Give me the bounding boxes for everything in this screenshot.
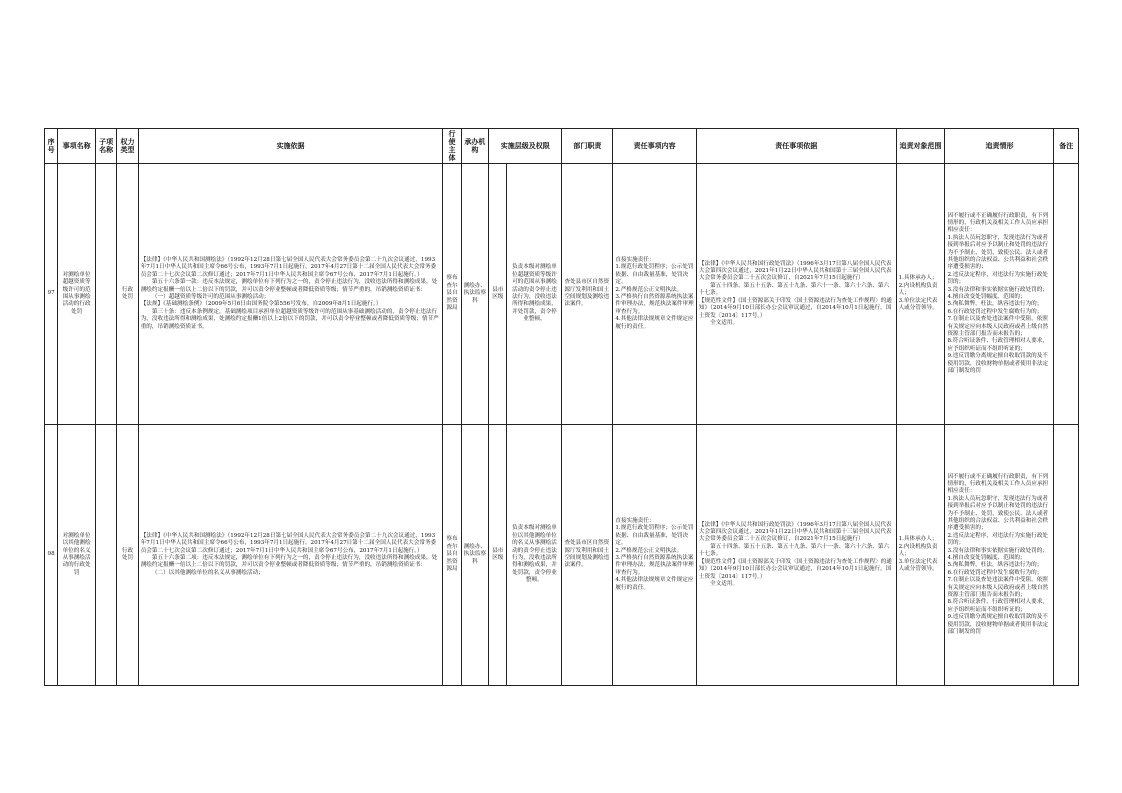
header-resp-basis: 责任事项依据 [696, 129, 896, 164]
basis-paragraph: 【法规】《基础测绘条例》（2009年5月6日由国务院令第556号发布，自2009年8月1日起施行。） [140, 301, 382, 308]
header-subject: 行使主体 [443, 129, 461, 164]
row-duty: 负责本级对测绘单位以其他测绘单位的名义从事测绘活动的责令停止违法行为，没收违法所得和测绘成果，并处罚款，责令停业整顿。 [507, 425, 562, 686]
situation-line: 6.在行政处罚过程中发生腐败行为的； [947, 569, 1043, 576]
row-situations [945, 164, 1054, 425]
resp-content-line: 4.其他法律法规规章文件规定应履行的责任。 [615, 316, 694, 330]
row-situations [945, 425, 1054, 686]
header-basis: 实施依据 [138, 129, 443, 164]
table-row [45, 425, 1079, 686]
situation-line: 3.没有法律和事实依据实施行政处罚的； [947, 547, 1048, 554]
resp-content-line: 直接实施责任： [615, 517, 655, 524]
row-power-type: 行政处罚 [117, 164, 138, 425]
row-item-name: 对测绘单位以其他测绘单位的名义从事测绘活动的行政处罚 [58, 425, 96, 686]
row-accountable [896, 164, 945, 425]
basis-paragraph: 第五十六条第二项：违反本法规定，测绘单位有下列行为之一的，责令停止违法行为，没收违法所得和测绘成果，处测绘约定报酬一倍以上二倍以下的罚款，并可以责令停业整顿或者降低资质等级；情节严重的，吊销测绘资质证书： [140, 555, 438, 569]
header-accountable: 追责对象范围 [896, 129, 945, 164]
situation-line: 5.徇私舞弊，枉法，纵容违法行为的； [947, 301, 1043, 308]
situation-line: 因不履行或不正确履行行政职责，有下列情形的，行政机关及相关工作人员应承担相应责任： [947, 212, 1049, 234]
row-org: 测绘办、执法监察科 [461, 164, 489, 425]
accountable-line: 3.单位法定代表人或分管领导。 [898, 558, 938, 573]
row-basis [138, 164, 443, 425]
situation-line: 6.在行政处罚过程中发生腐败行为的； [947, 308, 1043, 315]
header-level: 实施层级及权限 [489, 129, 562, 164]
resp-content-line: 1.规范行政处罚程序；公示处罚依据、自由裁量基准，处罚决定。 [615, 264, 694, 286]
situation-line: 9.违反罚缴分离规定擅自收取罚款的及不使用罚款，没收财物单据或者使用非法定部门制发的罚 [947, 353, 1049, 375]
resp-basis-paragraph: 第五十四条、第五十五条、第五十九条、第六十一条、第六十六条、第六十七条。 [698, 543, 890, 558]
resp-basis-paragraph: 全文适用。 [710, 580, 739, 587]
header-situations: 追责情形 [945, 129, 1054, 164]
resp-content-line: 3.严格执行自然资源系统执法案件审理办法，规范执法案件审理审查行为。 [615, 294, 694, 315]
situation-line: 1.执法人员玩忽职守，发现违法行为或者接到举报后对应予以制止和处罚的违法行为不予制止、处罚，致使公民、法人或者其他组织的合法权益、公共利益和社会秩序遭受损害的； [947, 495, 1049, 532]
row-org: 测绘办、执法监察科 [461, 425, 489, 686]
situation-line: 1.执法人员玩忽职守，发现违法行为或者接到举报后对应予以制止和处罚的违法行为不予制止、处罚，致使公民、法人或者其他组织的合法权益、公共利益和社会秩序遭受损害的； [947, 234, 1049, 271]
header-resp-content: 责任事项内容 [613, 129, 697, 164]
basis-paragraph: 第三十条：违反本条例规定，基础测绘项目承担单位超越资质等级许可的范围从事基础测绘活动的，责令停止违法行为，没收违法所得和测绘成果，处测绘约定报酬1倍以上2倍以下的罚款，并可以责令停业整顿或者降低资质等级；情节严重的，吊销测绘资质证书。 [140, 308, 439, 330]
situation-line: 8.符合听证条件、行政管理相对人要求，应予组织听证而不组织听证的； [947, 599, 1048, 613]
accountable-line: 1.具体承办人； [898, 536, 938, 543]
resp-basis-paragraph: 【规范性文件】《国土资源部关于印发〈国土资源违法行为查处工作规程〉的通知》（2014年9月10日部长办公会议审议通过，自2014年10月1日起施行，国土资发〔2014〕117号。） [698, 297, 892, 319]
row-resp-content [613, 425, 697, 686]
basis-paragraph: （一）超越资质等级许可的范围从事测绘活动； [151, 294, 270, 300]
resp-basis-paragraph: 第五十四条、第五十五条、第五十九条、第六十一条、第六十六条、第六十七条。 [698, 282, 890, 297]
basis-paragraph: 第五十六条第一款：违反本法规定，测绘单位有下列行为之一的，责令停止违法行为，没收违法所得和测绘成果，处测绘约定报酬一倍以上二倍以下的罚款，并可以责令停业整顿或者降低资质等级；情节严重的，吊销测绘资质证书： [140, 279, 438, 293]
row-basis [138, 425, 443, 686]
row-subject: 察布查尔县自然资源局 [443, 425, 461, 686]
situation-line: 4.擅自改变处罚幅度、范围的； [947, 294, 1026, 300]
row-duty: 负责本级对测绘单位超越资质等级许可的范围从事测绘活动的责令停止违法行为，没收违法所得和测绘成果，并处罚款，责令停业整顿。 [507, 164, 562, 425]
basis-paragraph: （二）以其他测绘单位的名义从事测绘活动； [151, 569, 264, 576]
basis-paragraph: 【法律】《中华人民共和国测绘法》（1992年12月28日第七届全国人民代表大会常务委员会第二十九次会议通过，1993年7月1日中华人民共和国主席令66号公布，1993年7月1日起施行。2017年4月27日第十二届全国人民代表大会常务委员会第二十七次会议第二次修订通过；2017年7月1日中华人民共和国主席令67号公布，2017年7月1日起施行。） [140, 532, 437, 554]
header-row [45, 129, 1079, 164]
row-power-type: 行政处罚 [117, 425, 138, 686]
row-item-name: 对测绘单位超越资质等级许可的范围从事测绘活动的行政处罚 [58, 164, 96, 425]
situation-line: 3.没有法律和事实依据实施行政处罚的； [947, 286, 1048, 293]
table-row [45, 164, 1079, 425]
responsibility-list-table [44, 128, 1079, 686]
resp-content-line: 直接实施责任： [615, 256, 655, 263]
row-level: 县市区级 [489, 164, 507, 425]
accountable-line: 3.单位法定代表人或分管领导。 [898, 297, 938, 312]
resp-basis-paragraph: 【法律】《中华人民共和国行政处罚法》（1996年3月17日第八届全国人民代表大会第四次会议通过，2021年1月22日中华人民共和国第十三届全国人民代表大会常务委员会第二十五次会议修订，自2021年7月15日起施行） [698, 521, 892, 543]
row-resp-basis [696, 164, 896, 425]
situation-line: 5.徇私舞弊，枉法，纵容违法行为的； [947, 562, 1043, 569]
accountable-line: 1.具体承办人； [898, 275, 938, 282]
row-subject: 察布查尔县自然资源局 [443, 164, 461, 425]
resp-basis-paragraph: 【法律】《中华人民共和国行政处罚法》（1996年3月17日第八届全国人民代表大会第四次会议通过，2021年1月22日中华人民共和国第十三届全国人民代表大会常务委员会第二十五次会议修订，自2021年7月15日起施行） [698, 260, 892, 282]
resp-content-line: 1.规范行政处罚程序；公示处罚依据、自由裁量基准，处罚决定。 [615, 525, 694, 547]
situation-line: 7.在制止以及查处违法案件中受阻，依照有关规定应向本级人民政府或者上级自然资源主管部门报告而未报告的； [947, 577, 1049, 599]
row-accountable [896, 425, 945, 686]
situation-line: 9.违反罚缴分离规定擅自收取罚款的及不使用罚款，没收财物单据或者使用非法定部门制发的罚 [947, 614, 1049, 636]
situation-line: 7.在制止以及查处违法案件中受阻，依照有关规定应向本级人民政府或者上级自然资源主管部门报告而未报告的； [947, 316, 1049, 338]
row-sub-name [95, 164, 116, 425]
row-dept-duty: 查处县市区自然资源厅发利用和国土空间规划及测绘违法案件。 [562, 164, 613, 425]
row-remark [1054, 164, 1079, 425]
situation-line: 2.违反法定程序，对违法行为实施行政处罚的； [947, 271, 1048, 286]
header-org: 承办机构 [461, 129, 489, 164]
situation-line: 因不履行或不正确履行行政职责，有下列情形的，行政机关及相关工作人员应承担相应责任： [947, 473, 1049, 495]
resp-basis-paragraph: 【规范性文件】《国土资源部关于印发〈国土资源违法行为查处工作规程〉的通知》（2014年9月10日部长办公会议审议通过，自2014年10月1日起施行，国土资发〔2014〕117号。） [698, 558, 892, 580]
resp-basis-paragraph: 全文适用。 [710, 319, 739, 326]
resp-content-line: 3.严格执行自然资源系统执法案件审理办法，规范执法案件审理审查行为。 [615, 555, 694, 576]
row-dept-duty: 查处县市区自然资源厅发利用和国土空间规划及测绘违法案件。 [562, 425, 613, 686]
resp-content-line: 2.严格规范公正文明执法。 [615, 547, 683, 554]
row-sub-name [95, 425, 116, 686]
header-dept-duty: 部门职责 [562, 129, 613, 164]
accountable-line: 2.内设机构负责人； [898, 543, 938, 558]
situation-line: 2.违反法定程序，对违法行为实施行政处罚的； [947, 532, 1048, 547]
row-seq: 98 [45, 425, 58, 686]
row-resp-basis [696, 425, 896, 686]
resp-content-line: 2.严格规范公正文明执法。 [615, 286, 683, 293]
header-seq: 序号 [45, 129, 58, 164]
accountable-line: 2.内设机构负责人； [898, 282, 938, 297]
header-item-name: 事项名称 [58, 129, 96, 164]
row-remark [1054, 425, 1079, 686]
row-seq: 97 [45, 164, 58, 425]
situation-line: 8.符合听证条件、行政管理相对人要求，应予组织听证而不组织听证的； [947, 338, 1048, 352]
row-level: 县市区级 [489, 425, 507, 686]
header-power-type: 权力类型 [117, 129, 138, 164]
header-sub-name: 子项名称 [95, 129, 116, 164]
resp-content-line: 4.其他法律法规规章文件规定应履行的责任。 [615, 577, 694, 591]
row-resp-content [613, 164, 697, 425]
header-remark: 备注 [1054, 129, 1079, 164]
basis-paragraph: 【法律】《中华人民共和国测绘法》（1992年12月28日第七届全国人民代表大会常务委员会第二十九次会议通过，1993年7月1日中华人民共和国主席令66号公布，1993年7月1日起施行。2017年4月27日第十二届全国人民代表大会常务委员会第二十七次会议第二次修订通过；2017年7月1日中华人民共和国主席令67号公布，2017年7月1日起施行。） [140, 256, 437, 278]
situation-line: 4.擅自改变处罚幅度、范围的； [947, 555, 1026, 561]
